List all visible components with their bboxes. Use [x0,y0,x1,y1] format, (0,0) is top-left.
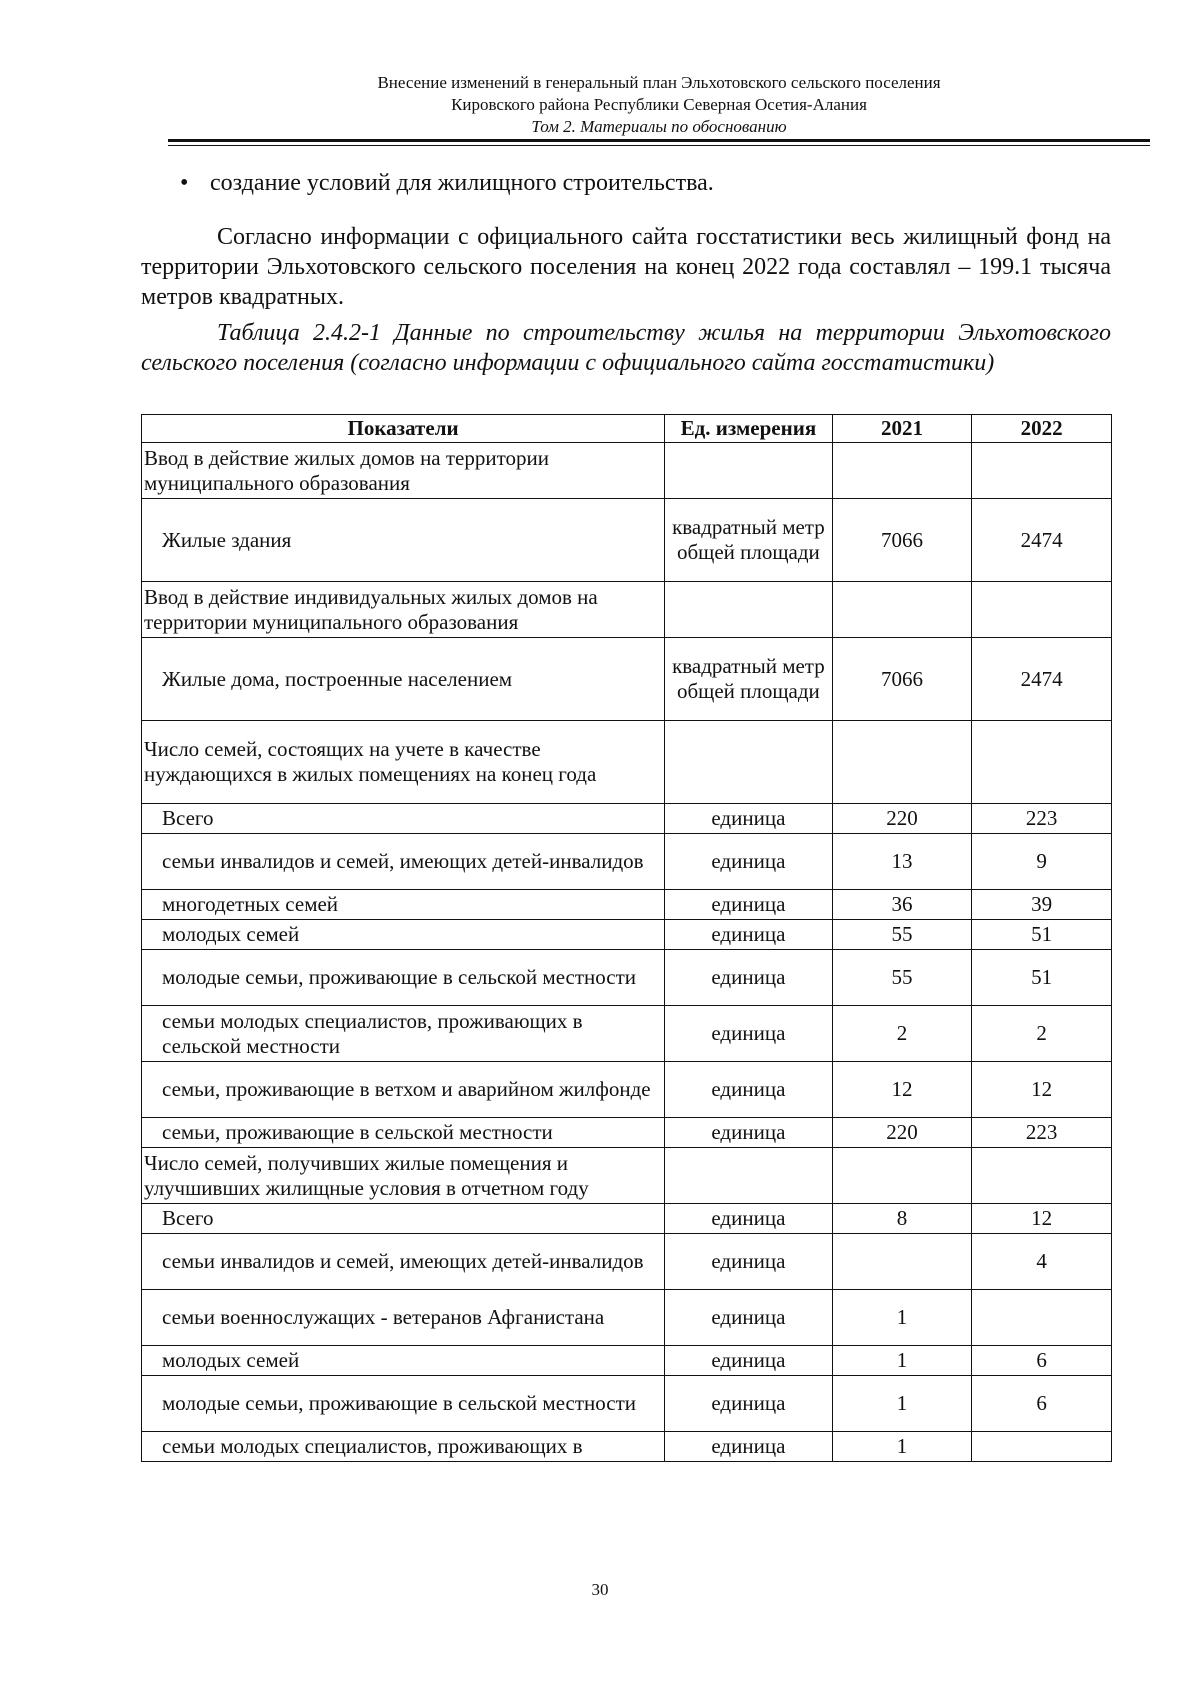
row-value-2021 [832,1234,972,1290]
row-value-2022: 2474 [972,499,1112,582]
row-label: Всего [142,1204,665,1234]
row-unit: единица [665,834,833,890]
table-row [142,721,1112,804]
row-unit: квадратный метр общей площади [665,499,833,582]
table-row [142,582,1112,638]
row-value-2021: 1 [832,1346,972,1376]
row-label: Число семей, получивших жилые помещения и улучшивших жилищные условия в отчетном году [142,1148,665,1204]
row-value-2021: 2 [832,1006,972,1062]
table-row [142,1006,1112,1062]
row-value-2022: 223 [972,804,1112,834]
row-unit [665,582,833,638]
row-unit: единица [665,1376,833,1432]
row-value-2021: 36 [832,890,972,920]
header-unit: Ед. измерения [665,415,833,443]
row-label: молодых семей [142,920,665,950]
table-row [142,920,1112,950]
row-value-2022: 4 [972,1234,1112,1290]
row-value-2021: 7066 [832,499,972,582]
row-unit: единица [665,1204,833,1234]
bullet-text: создание условий для жилищного строительства. [210,170,714,196]
row-unit [665,1148,833,1204]
housing-table [141,414,1112,1462]
table-row [142,443,1112,499]
header-rule-thin [168,145,1150,146]
row-unit: единица [665,1234,833,1290]
page-number: 30 [591,1580,609,1599]
row-value-2022: 51 [972,950,1112,1006]
table-row [142,1234,1112,1290]
row-unit: единица [665,890,833,920]
row-value-2022 [972,1148,1112,1204]
body-paragraph: Согласно информации с официального сайта госстатистики весь жилищный фонд на территории Эльхотовского сельского поселения на конец 2022 года составлял – 199.1 тысяча метров квадратных. [141,224,1111,310]
row-label: семьи инвалидов и семей, имеющих детей-инвалидов [142,1234,665,1290]
row-unit [665,443,833,499]
row-value-2022 [972,443,1112,499]
row-value-2021: 1 [832,1432,972,1462]
row-label: Ввод в действие индивидуальных жилых домов на территории муниципального образования [142,582,665,638]
row-value-2022: 12 [972,1062,1112,1118]
header-line-2: Кировского района Республики Северная Осетия-Алания [451,95,867,114]
row-value-2021: 220 [832,804,972,834]
row-label: молодые семьи, проживающие в сельской местности [142,1376,665,1432]
bullet-symbol: • [180,170,189,196]
row-unit: единица [665,1062,833,1118]
table-row [142,950,1112,1006]
row-value-2021: 55 [832,920,972,950]
header-line-3: Том 2. Материалы по обоснованию [531,117,787,136]
row-value-2021: 55 [832,950,972,1006]
row-unit: единица [665,1432,833,1462]
row-unit: квадратный метр общей площади [665,638,833,721]
table-row [142,1118,1112,1148]
row-label: семьи, проживающие в сельской местности [142,1118,665,1148]
row-unit: единица [665,1346,833,1376]
row-label: молодые семьи, проживающие в сельской местности [142,950,665,1006]
row-value-2022: 6 [972,1346,1112,1376]
table-header-row [142,415,1112,443]
row-label: семьи инвалидов и семей, имеющих детей-инвалидов [142,834,665,890]
row-value-2021: 8 [832,1204,972,1234]
row-value-2021 [832,721,972,804]
row-label: Жилые дома, построенные населением [142,638,665,721]
table-row [142,1148,1112,1204]
header-indicator: Показатели [142,415,665,443]
row-unit: единица [665,1118,833,1148]
row-label: семьи молодых специалистов, проживающих в [142,1432,665,1462]
row-value-2022: 51 [972,920,1112,950]
row-value-2022: 39 [972,890,1112,920]
table-row [142,1376,1112,1432]
row-value-2022: 2 [972,1006,1112,1062]
row-value-2022: 9 [972,834,1112,890]
row-label: Жилые здания [142,499,665,582]
row-value-2021: 1 [832,1376,972,1432]
table-row [142,1204,1112,1234]
row-label: семьи военнослужащих - ветеранов Афганистана [142,1290,665,1346]
row-value-2022 [972,582,1112,638]
row-value-2021: 7066 [832,638,972,721]
row-label: Число семей, состоящих на учете в качестве нуждающихся в жилых помещениях на конец года [142,721,665,804]
row-value-2022: 223 [972,1118,1112,1148]
table-row [142,1346,1112,1376]
row-value-2022 [972,1290,1112,1346]
row-value-2021 [832,443,972,499]
row-value-2022: 6 [972,1376,1112,1432]
row-unit: единица [665,1006,833,1062]
row-value-2021: 1 [832,1290,972,1346]
row-label: семьи молодых специалистов, проживающих в сельской местности [142,1006,665,1062]
row-label: семьи, проживающие в ветхом и аварийном жилфонде [142,1062,665,1118]
page-header [168,72,1150,138]
table-row [142,1062,1112,1118]
row-value-2021 [832,582,972,638]
row-value-2022: 2474 [972,638,1112,721]
row-unit: единица [665,804,833,834]
row-label: Всего [142,804,665,834]
row-label: молодых семей [142,1346,665,1376]
row-value-2021: 220 [832,1118,972,1148]
table-row [142,834,1112,890]
header-line-1: Внесение изменений в генеральный план Эльхотовского сельского поселения [377,73,941,92]
header-year-2022: 2022 [972,415,1112,443]
row-value-2022 [972,1432,1112,1462]
row-unit [665,721,833,804]
table-caption: Таблица 2.4.2-1 Данные по строительству жилья на территории Эльхотовского сельского поселения (согласно информации с официального сайта госстатистики) [141,320,1111,376]
table-row [142,890,1112,920]
row-label: Ввод в действие жилых домов на территории муниципального образования [142,443,665,499]
row-value-2021: 13 [832,834,972,890]
row-value-2022 [972,721,1112,804]
row-label: многодетных семей [142,890,665,920]
row-unit: единица [665,950,833,1006]
table-row [142,638,1112,721]
bullet-item [180,168,714,198]
table-row [142,499,1112,582]
table-row [142,1290,1112,1346]
row-value-2021: 12 [832,1062,972,1118]
row-unit: единица [665,920,833,950]
row-value-2022: 12 [972,1204,1112,1234]
table-row [142,804,1112,834]
header-year-2021: 2021 [832,415,972,443]
row-unit: единица [665,1290,833,1346]
table-row [142,1432,1112,1462]
header-rule-thick [168,139,1150,142]
row-value-2021 [832,1148,972,1204]
